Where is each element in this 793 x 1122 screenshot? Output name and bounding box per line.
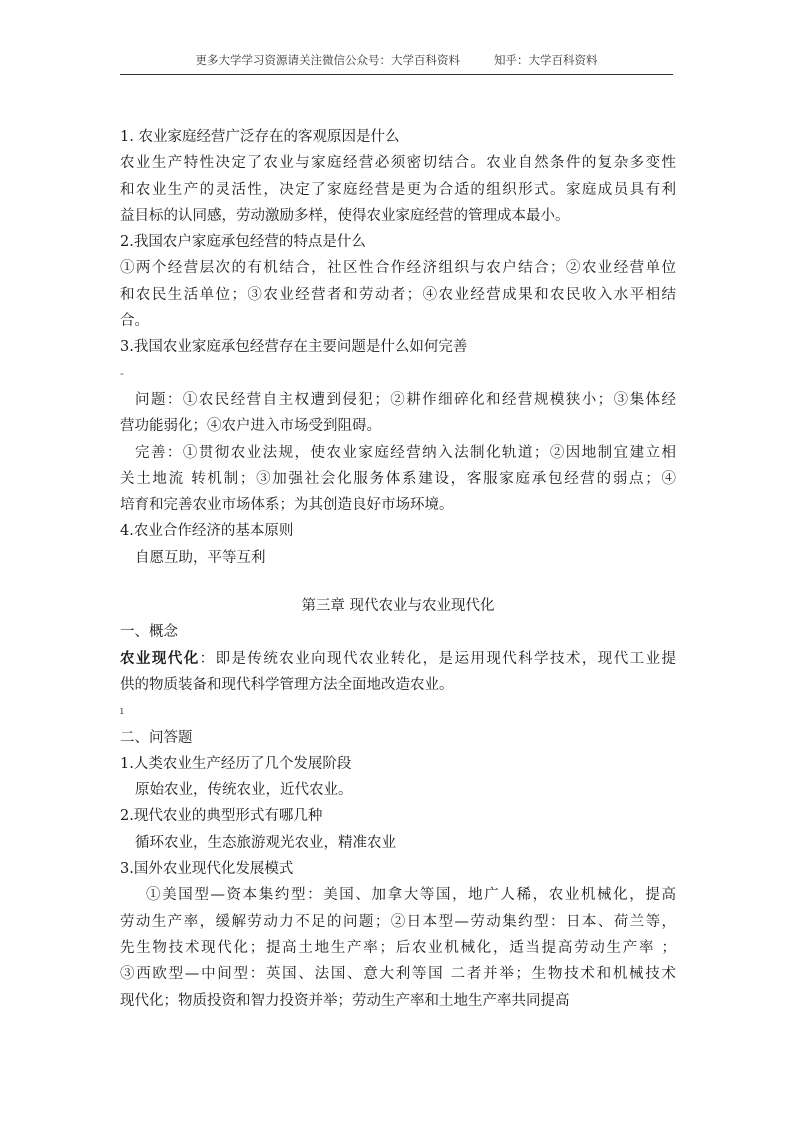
page-header bbox=[120, 52, 673, 75]
answer-line: 原始农业，传统农业，近代农业。 bbox=[135, 782, 353, 799]
question-title: 2.我国农户家庭承包经营的特点是什么 bbox=[120, 234, 366, 251]
question-title: 3.国外农业现代化发展模式 bbox=[120, 861, 294, 878]
answer-line: ③西欧型—中间型：英国、法国、意大利等国 二者并举；生物技术和机械技术 bbox=[120, 966, 676, 983]
answer-line: 循环农业，生态旅游观光农业，精准农业 bbox=[135, 834, 396, 851]
section-heading: 二、问答题 bbox=[120, 729, 193, 746]
term-label: 农业现代化 bbox=[120, 649, 200, 667]
answer-line: 关土地流 转机制；③加强社会化服务体系建设，客服家庭承包经营的弱点；④ bbox=[120, 470, 676, 487]
answer-line: 先生物技术现代化；提高土地生产率；后农业机械化，适当提高劳动生产率 ； bbox=[120, 939, 676, 956]
question-title: 1. 农业家庭经营广泛存在的客观原因是什么 bbox=[120, 129, 400, 145]
question-title: 3.我国农业家庭承包经营存在主要问题是什么如何完善 bbox=[120, 339, 468, 356]
answer-line: 劳动生产率，缓解劳动力不足的问题；②日本型—劳动集约型：日本、荷兰等， bbox=[120, 913, 676, 930]
answer-line: 益目标的认同感，劳动激励多样，使得农业家庭经营的管理成本最小。 bbox=[120, 207, 570, 224]
section-heading: 一、概念 bbox=[120, 624, 178, 641]
header-wechat-note: 更多大学学习资源请关注微信公众号：大学百科资料 bbox=[195, 53, 460, 67]
answer-line: 现代化；物质投资和智力投资并举；劳动生产率和土地生产率共同提高 bbox=[120, 992, 570, 1009]
question-title: 1.人类农业生产经历了几个发展阶段 bbox=[120, 755, 352, 772]
definition-line: 供的物质装备和现代科学管理方法全面地改造农业。 bbox=[120, 676, 454, 693]
answer-line: 自愿互助，平等互利 bbox=[135, 549, 266, 566]
answer-line: 和农民生活单位；③农业经营者和劳动者；④农业经营成果和农民收入水平相结 bbox=[120, 286, 676, 303]
header-zhihu-note: 知乎：大学百科资料 bbox=[494, 53, 598, 67]
answer-line: 和农业生产的灵活性，决定了家庭经营是更为合适的组织形式。家庭成员具有利 bbox=[120, 181, 676, 198]
chapter-title: 第三章 现代农业与农业现代化 bbox=[301, 598, 495, 615]
answer-line: 培育和完善农业市场体系；为其创造良好市场环境。 bbox=[120, 497, 454, 514]
answer-line: 农业生产特性决定了农业与家庭经营必须密切结合。农业自然条件的复杂多变性 bbox=[120, 155, 676, 172]
definition-line bbox=[120, 646, 676, 672]
answer-line: 合。 bbox=[120, 313, 149, 330]
definition-text: ：即是传统农业向现代农业转化，是运用现代科学技术，现代工业提 bbox=[199, 650, 676, 667]
document-body bbox=[120, 124, 676, 1014]
answer-line: 完善：①贯彻农业法规，使农业家庭经营纳入法制化轨道；②因地制宜建立相 bbox=[135, 444, 676, 461]
answer-line: 营功能弱化；④农户进入市场受到阻碍。 bbox=[120, 418, 381, 435]
question-title: 4.农业合作经济的基本原则 bbox=[120, 523, 294, 540]
stray-mark: ı bbox=[120, 704, 124, 718]
answer-line: 问题：①农民经营自主权遭到侵犯；②耕作细碎化和经营规模狭小；③集体经 bbox=[135, 391, 676, 408]
answer-line: ①美国型—资本集约型：美国、加拿大等国，地广人稀，农业机械化，提高 bbox=[146, 887, 676, 904]
answer-line: ①两个经营层次的有机结合，社区性合作经济组织与农户结合；②农业经营单位 bbox=[120, 260, 676, 277]
question-title: 2.现代农业的典型形式有哪几种 bbox=[120, 808, 323, 825]
stray-mark: - bbox=[120, 366, 124, 380]
